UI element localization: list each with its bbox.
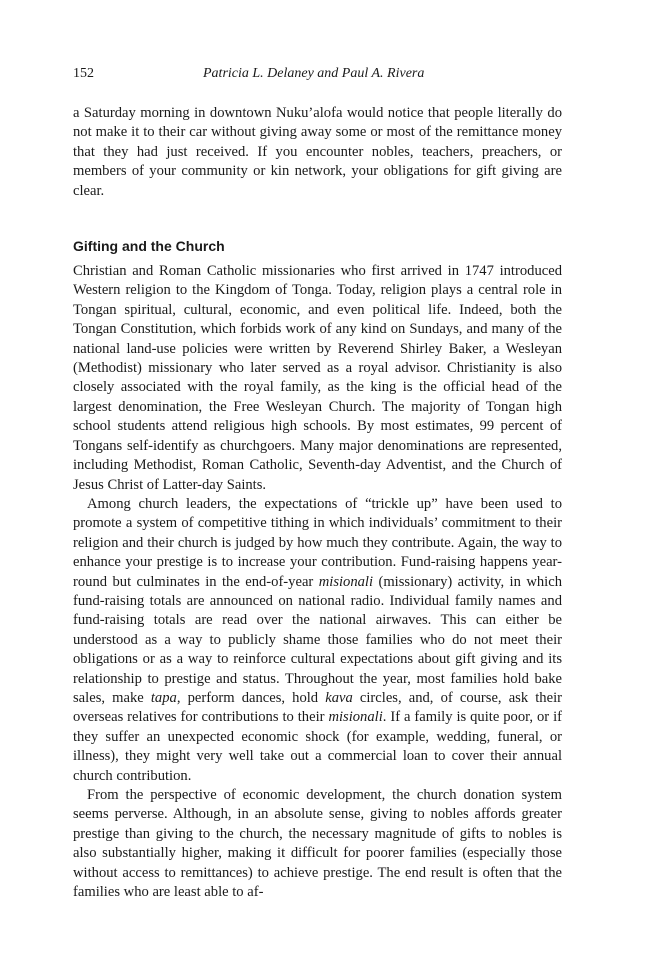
paragraph-2-text-b: (missionary) activity, in which fund-raising totals are announced on national radio. Individual family names and fund-raising totals are read over the national airwaves. This can either be understood as a way to publicly shame those families who do not meet their obligations or as a way to reinforce cultural expectations about gift giving and its relationship to prestige and status. Throughout the year, most families hold bake sales, make bbox=[73, 573, 562, 706]
paragraph-2-text-e: . If a family is quite poor, or if they suffer an unexpected economic shock (for example, wedding, funeral, or illness), they might very well take out a commercial loan to cover their annual church contribution. bbox=[73, 709, 562, 784]
paragraph-2-text-a: Among church leaders, the expectations of “trickle up” have been used to promote a system of competitive tithing in which individuals’ commitment to their religion and their church is judged by how much they contribute. Again, the way to enhance your prestige is to increase your contribution. Fund-raising happens year-round but culminates in the end-of-year bbox=[73, 495, 562, 590]
paragraph-2-text-c: , perform dances, hold bbox=[176, 689, 326, 706]
page-number: 152 bbox=[73, 66, 94, 81]
paragraph-1: Christian and Roman Catholic missionaries who first arrived in 1747 introduced Western religion to the Kingdom of Tonga. Today, religion plays a central role in Tongan spiritual, cultural, economic, and even political life. Indeed, both the Tongan Constitution, which forbids work of any kind on Sundays, and many of the national land-use policies were written by Reverend Shirley Baker, a Wesleyan (Methodist) missionary who later served as a royal advisor. Christianity is also closely associated with the royal family, as the king is the official head of the largest denomination, the Free Wesleyan Church. The majority of Tongan high school students attend religious high schools. By most estimates, 99 percent of Tongans self-identify as churchgoers. Many major denominations are represented, including Methodist, Roman Catholic, Seventh-day Adventist, and the Church of Jesus Christ of Latter-day Saints. bbox=[73, 263, 562, 493]
term-kava: kava bbox=[325, 689, 353, 706]
term-misionali: misionali bbox=[318, 573, 374, 590]
paragraph-continued: a Saturday morning in downtown Nuku’alofa would notice that people literally do not make it to their car without giving away some or most of the remittance money that they had just received. If you encounter nobles, teachers, preachers, or members of your community or kin network, your obligations for gift giving are clear. bbox=[73, 105, 562, 199]
term-misionali-2: misionali bbox=[328, 709, 383, 726]
section-heading: Gifting and the Church bbox=[73, 238, 225, 255]
term-tapa: tapa bbox=[150, 689, 177, 706]
paragraph-3: From the perspective of economic development, the church donation system seems perverse. Although, in an absolute sense, giving to nobles affords greater prestige than giving to the church, the necessary magnitude of gifts to nobles is also substantially higher, making it difficult for poorer families (especially those without access to remittances) to achieve prestige. The end result is often that the families who are least able to af- bbox=[73, 787, 562, 901]
running-head: Patricia L. Delaney and Paul A. Rivera bbox=[203, 66, 425, 81]
page-header bbox=[73, 66, 562, 88]
paragraph-2 bbox=[73, 495, 562, 786]
paragraph-2-text-d: circles, and, of course, ask their overseas relatives for contributions to their bbox=[73, 689, 562, 726]
